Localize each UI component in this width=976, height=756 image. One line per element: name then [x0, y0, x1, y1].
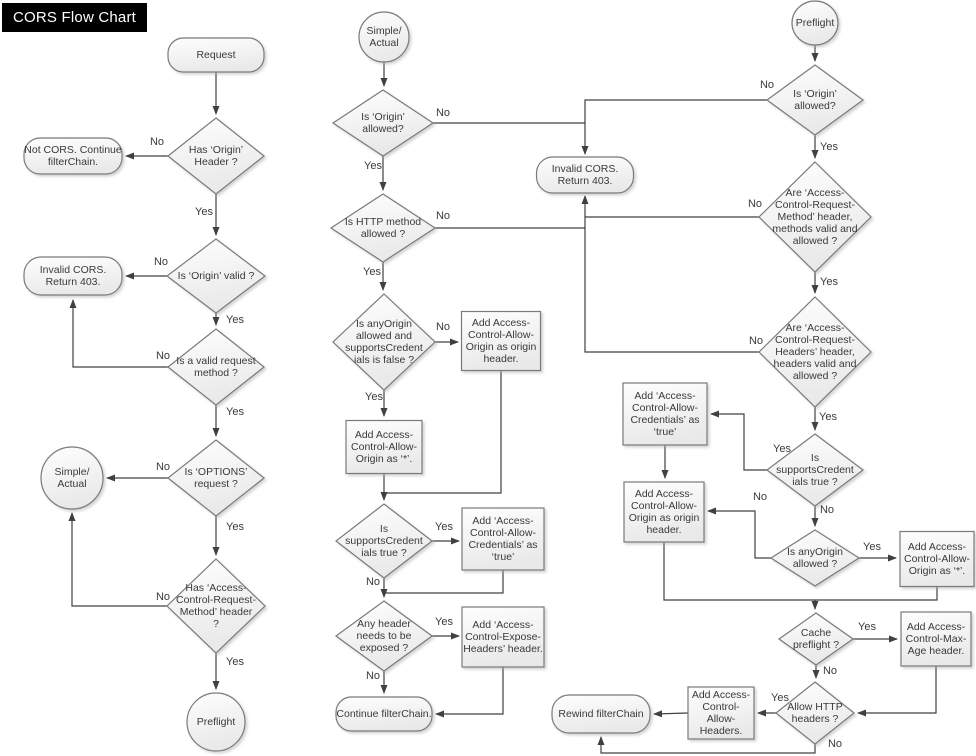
node-simple-actual-left-label: Simple/ Actual [54, 465, 90, 490]
edge-label-21: No [365, 576, 381, 588]
node-invalid-cors-center-label: Invalid CORS. Return 403. [551, 162, 619, 187]
node-is-origin-allowed-right-shape [767, 65, 863, 135]
edge-connector-39 [815, 587, 937, 600]
edge-label-1: No [149, 136, 165, 148]
node-allow-http-headers-label: Allow HTTP headers ? [787, 700, 843, 725]
edge-connector-33 [711, 414, 767, 470]
edge-label-12: No [435, 107, 451, 119]
edge-label-31: No [748, 335, 764, 347]
node-rewind-filterchain-label: Rewind filterChain [558, 707, 644, 720]
node-add-acac-true-right-label: Add ‘Access- Control-Allow- Credentials’ as ‘true’ [630, 389, 700, 439]
edge-label-6: Yes [226, 406, 244, 418]
edge-label-23: Yes [435, 616, 453, 628]
node-add-acac-true-mid-shape [462, 508, 544, 570]
node-are-acrm-valid-shape [759, 162, 871, 272]
edge-label-40: Yes [858, 621, 876, 633]
node-preflight-left-label: Preflight [196, 715, 236, 728]
node-any-header-exposed-shape [336, 601, 432, 671]
edge-label-14: No [435, 210, 451, 222]
node-not-cors-continue-label: Not CORS. Continue filterChain. [24, 143, 122, 168]
edge-connector-44 [654, 713, 688, 714]
node-are-acrh-valid-label: Are ‘Access- Control-Request- Headers’ header, headers valid and allowed ? [773, 321, 857, 383]
node-is-anyorigin-credentials-false-shape [333, 294, 435, 390]
edge-label-7: No [155, 461, 171, 473]
node-is-origin-allowed-right-label: Is ‘Origin’ allowed? [793, 87, 837, 112]
node-add-allow-headers-shape [688, 687, 754, 739]
edge-label-15: Yes [363, 266, 381, 278]
node-is-http-method-allowed-label: Is HTTP method allowed ? [344, 215, 422, 240]
node-is-options-request-label: Is ‘OPTIONS’ request ? [184, 465, 248, 490]
edge-label-9: No [155, 591, 171, 603]
edge-label-5: No [155, 350, 171, 362]
node-has-origin-header-shape [168, 118, 264, 194]
edge-label-2: Yes [195, 206, 213, 218]
node-has-acrm-header-label: Has ‘Access- Control-Request- Method’ header ? [176, 581, 256, 631]
edge-connector-27 [585, 100, 767, 123]
edge-label-45: No [827, 738, 843, 750]
node-is-anyorigin-credentials-false-label: Is anyOrigin allowed and supportsCredent ials is false ? [345, 317, 423, 367]
node-is-valid-request-method-label: Is a valid request method ? [176, 354, 256, 379]
edge-connector-5 [73, 300, 171, 367]
edge-connector-25 [436, 667, 503, 714]
node-invalid-cors-left-label: Invalid CORS. Return 403. [39, 263, 107, 288]
edge-connector-42 [858, 666, 936, 713]
node-is-origin-allowed-mid-label: Is ‘Origin’ allowed? [361, 110, 405, 135]
edge-connector-22 [384, 570, 503, 593]
edge-label-35: No [819, 504, 835, 516]
edge-label-10: Yes [226, 656, 244, 668]
edge-label-37: Yes [863, 541, 881, 553]
node-add-expose-headers-shape [462, 607, 544, 667]
node-any-header-exposed-label: Any header needs to be exposed ? [356, 617, 412, 655]
node-simple-actual-left-shape [41, 447, 103, 509]
edge-label-30: Yes [820, 276, 838, 288]
node-add-acao-origin-right-label: Add Access- Control-Allow- Origin as origin header. [628, 487, 700, 537]
edge-label-28: Yes [820, 141, 838, 153]
node-add-acao-origin-mid-shape [462, 312, 541, 371]
edge-label-16: No [435, 321, 451, 333]
node-is-anyorigin-allowed-label: Is anyOrigin allowed ? [786, 545, 844, 570]
edge-label-3: No [153, 256, 169, 268]
edge-connector-36 [708, 511, 771, 558]
node-continue-filterchain-shape [336, 697, 432, 731]
edge-connector-9 [72, 513, 167, 606]
node-add-acao-star-right-shape [900, 532, 974, 587]
node-request-start-shape [168, 38, 264, 72]
node-is-supportscred-mid-label: Is supportsCredent ials true ? [345, 522, 423, 560]
edge-label-29: No [747, 198, 763, 210]
node-is-http-method-allowed-shape [331, 194, 435, 262]
node-add-allow-headers-label: Add Access- Control- Allow- Headers. [691, 688, 751, 738]
node-has-acrm-header-shape [167, 559, 265, 653]
node-invalid-cors-left-shape [24, 257, 122, 295]
node-add-max-age-label: Add Access- Control-Max- Age header. [905, 620, 967, 658]
edge-connector-12 [433, 123, 585, 154]
node-add-acac-true-right-shape [623, 383, 707, 445]
node-add-max-age-shape [901, 612, 971, 666]
edge-label-41: No [822, 665, 838, 677]
node-continue-filterchain-label: Continue filterChain. [336, 707, 432, 720]
node-is-supportscred-right-shape [767, 434, 863, 506]
node-add-acao-star-right-label: Add Access- Control-Allow- Origin as ‘*’. [904, 540, 970, 578]
node-are-acrm-valid-label: Are ‘Access- Control-Request- Method’ header, methods valid and allowed ? [772, 186, 858, 248]
node-cache-preflight-label: Cache preflight ? [792, 626, 840, 651]
node-rewind-filterchain-shape [552, 695, 650, 733]
node-add-acao-star-mid-label: Add Access- Control-Allow- Origin as ‘*’. [351, 428, 417, 466]
node-cache-preflight-shape [779, 613, 853, 665]
node-add-expose-headers-label: Add ‘Access- Control-Expose- Headers’ header. [463, 618, 543, 656]
edge-label-8: Yes [226, 521, 244, 533]
node-not-cors-continue-shape [24, 138, 122, 174]
node-request-start-label: Request [196, 48, 236, 61]
node-are-acrh-valid-shape [759, 297, 871, 407]
edge-connector-14 [435, 196, 585, 228]
node-has-origin-header-label: Has ‘Origin’ Header ? [188, 143, 244, 168]
node-is-options-request-shape [168, 440, 264, 516]
node-is-origin-valid-label: Is ‘Origin’ valid ? [177, 269, 255, 282]
node-add-acao-origin-mid-label: Add Access- Control-Allow- Origin as origin header. [465, 316, 537, 366]
edge-label-32: Yes [819, 411, 837, 423]
node-add-acao-star-mid-shape [346, 421, 422, 474]
node-preflight-left-shape [187, 693, 245, 751]
edge-label-17: Yes [365, 391, 383, 403]
node-is-anyorigin-allowed-shape [771, 530, 859, 586]
node-is-valid-request-method-shape [168, 329, 264, 405]
node-add-acao-origin-right-shape [624, 482, 704, 542]
node-preflight-right-shape [792, 1, 838, 45]
node-simple-actual-mid-label: Simple/ Actual [366, 24, 402, 49]
node-invalid-cors-center-shape [537, 157, 634, 193]
node-preflight-right-label: Preflight [795, 16, 835, 29]
node-add-acac-true-mid-label: Add ‘Access- Control-Allow- Credentials’ as ‘true’ [468, 514, 538, 564]
edge-connector-31 [585, 228, 759, 352]
node-simple-actual-mid-shape [359, 12, 409, 62]
edge-label-24: No [365, 670, 381, 682]
node-allow-http-headers-shape [776, 682, 854, 744]
edge-label-43: Yes [771, 692, 789, 704]
node-is-origin-valid-shape [167, 239, 265, 313]
edge-label-36: No [752, 491, 768, 503]
chart-title: CORS Flow Chart [2, 3, 147, 32]
node-is-supportscred-mid-shape [336, 504, 432, 578]
node-is-supportscred-right-label: Is supportsCredent ials true ? [776, 451, 854, 489]
edge-label-13: Yes [364, 160, 382, 172]
edge-label-33: Yes [773, 443, 791, 455]
edge-label-20: Yes [435, 521, 453, 533]
edge-label-4: Yes [226, 314, 244, 326]
edge-label-27: No [759, 79, 775, 91]
node-is-origin-allowed-mid-shape [333, 90, 433, 156]
